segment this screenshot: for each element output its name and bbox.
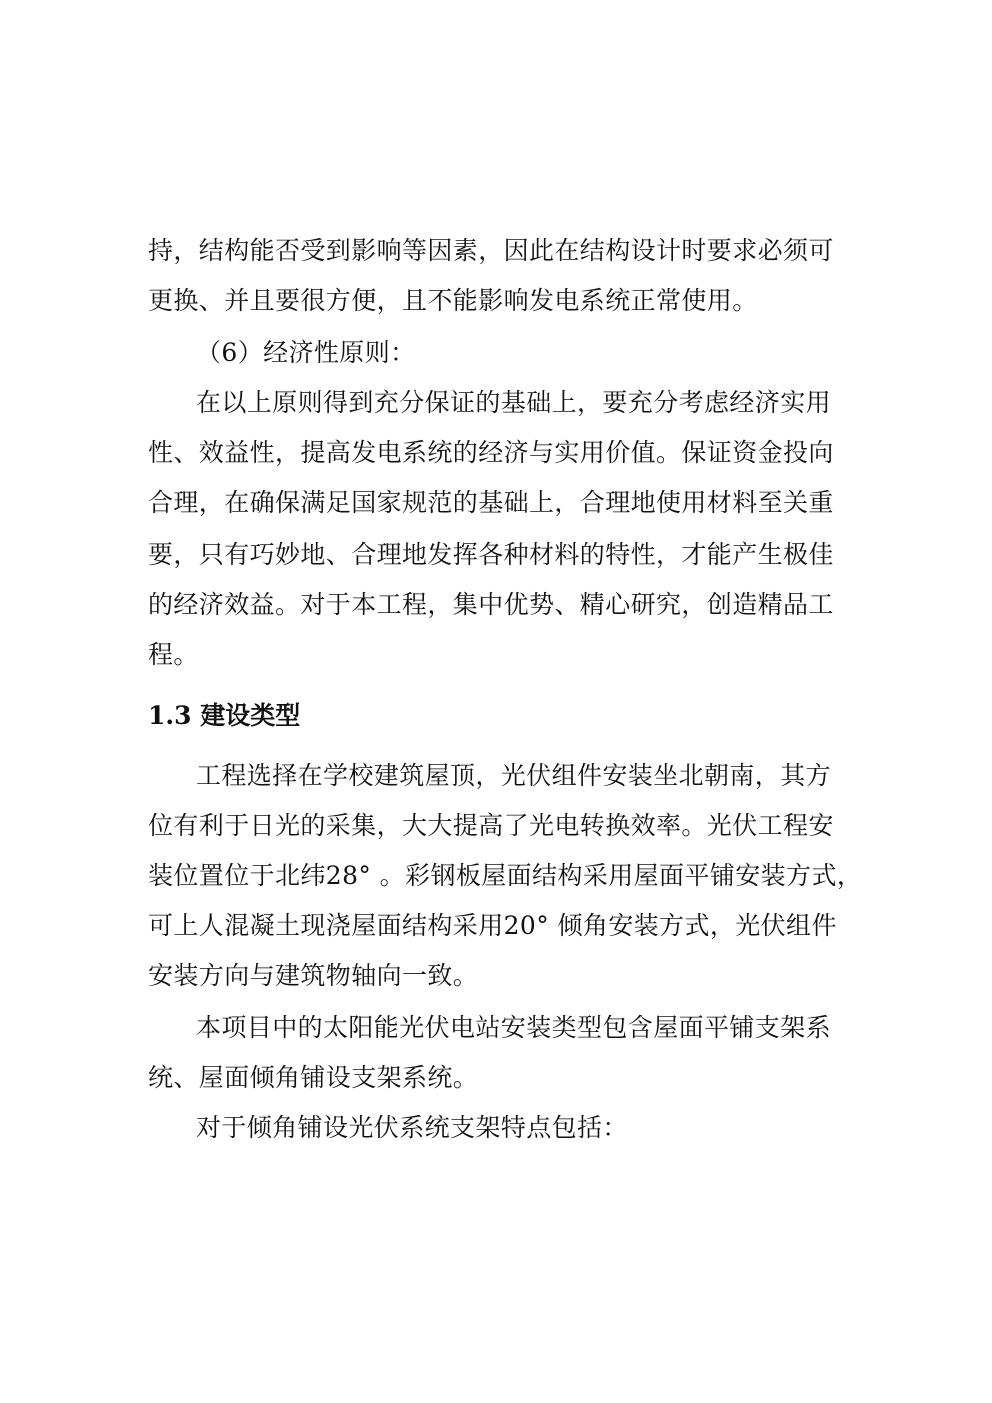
paragraph-line: 持，结构能否受到影响等因素，因此在结构设计时要求必须可: [148, 236, 834, 265]
paragraph-line: 在以上原则得到充分保证的基础上，要充分考虑经济实用: [196, 388, 832, 417]
paragraph-line: 合理，在确保满足国家规范的基础上，合理地使用材料至关重: [148, 488, 834, 517]
paragraph-line: 统、屋面倾角铺设支架系统。: [148, 1063, 479, 1092]
paragraph-line: 要，只有巧妙地、合理地发挥各种材料的特性，才能产生极佳: [148, 540, 834, 569]
paragraph-line: 性、效益性，提高发电系统的经济与实用价值。保证资金投向: [148, 438, 834, 467]
section-subtitle: （6）经济性原则：: [196, 338, 416, 367]
paragraph-line: 的经济效益。对于本工程，集中优势、精心研究，创造精品工: [148, 590, 834, 619]
paragraph-line: 本项目中的太阳能光伏电站安装类型包含屋面平铺支架系: [196, 1013, 832, 1042]
paragraph-line: 程。: [148, 640, 199, 669]
paragraph-line: 可上人混凝土现浇屋面结构采用20° 倾角安装方式，光伏组件: [148, 911, 837, 940]
section-heading: 1.3 建设类型: [148, 701, 301, 730]
paragraph-line: 装位置位于北纬28° 。彩钢板屋面结构采用屋面平铺安装方式，: [148, 861, 863, 890]
paragraph-line: 更换、并且要很方便，且不能影响发电系统正常使用。: [148, 286, 758, 315]
paragraph-line: 工程选择在学校建筑屋顶，光伏组件安装坐北朝南，其方: [196, 761, 832, 790]
paragraph-line: 位有利于日光的采集，大大提高了光电转换效率。光伏工程安: [148, 811, 834, 840]
paragraph-line: 安装方向与建筑物轴向一致。: [148, 961, 479, 990]
paragraph-line: 对于倾角铺设光伏系统支架特点包括：: [196, 1113, 628, 1142]
